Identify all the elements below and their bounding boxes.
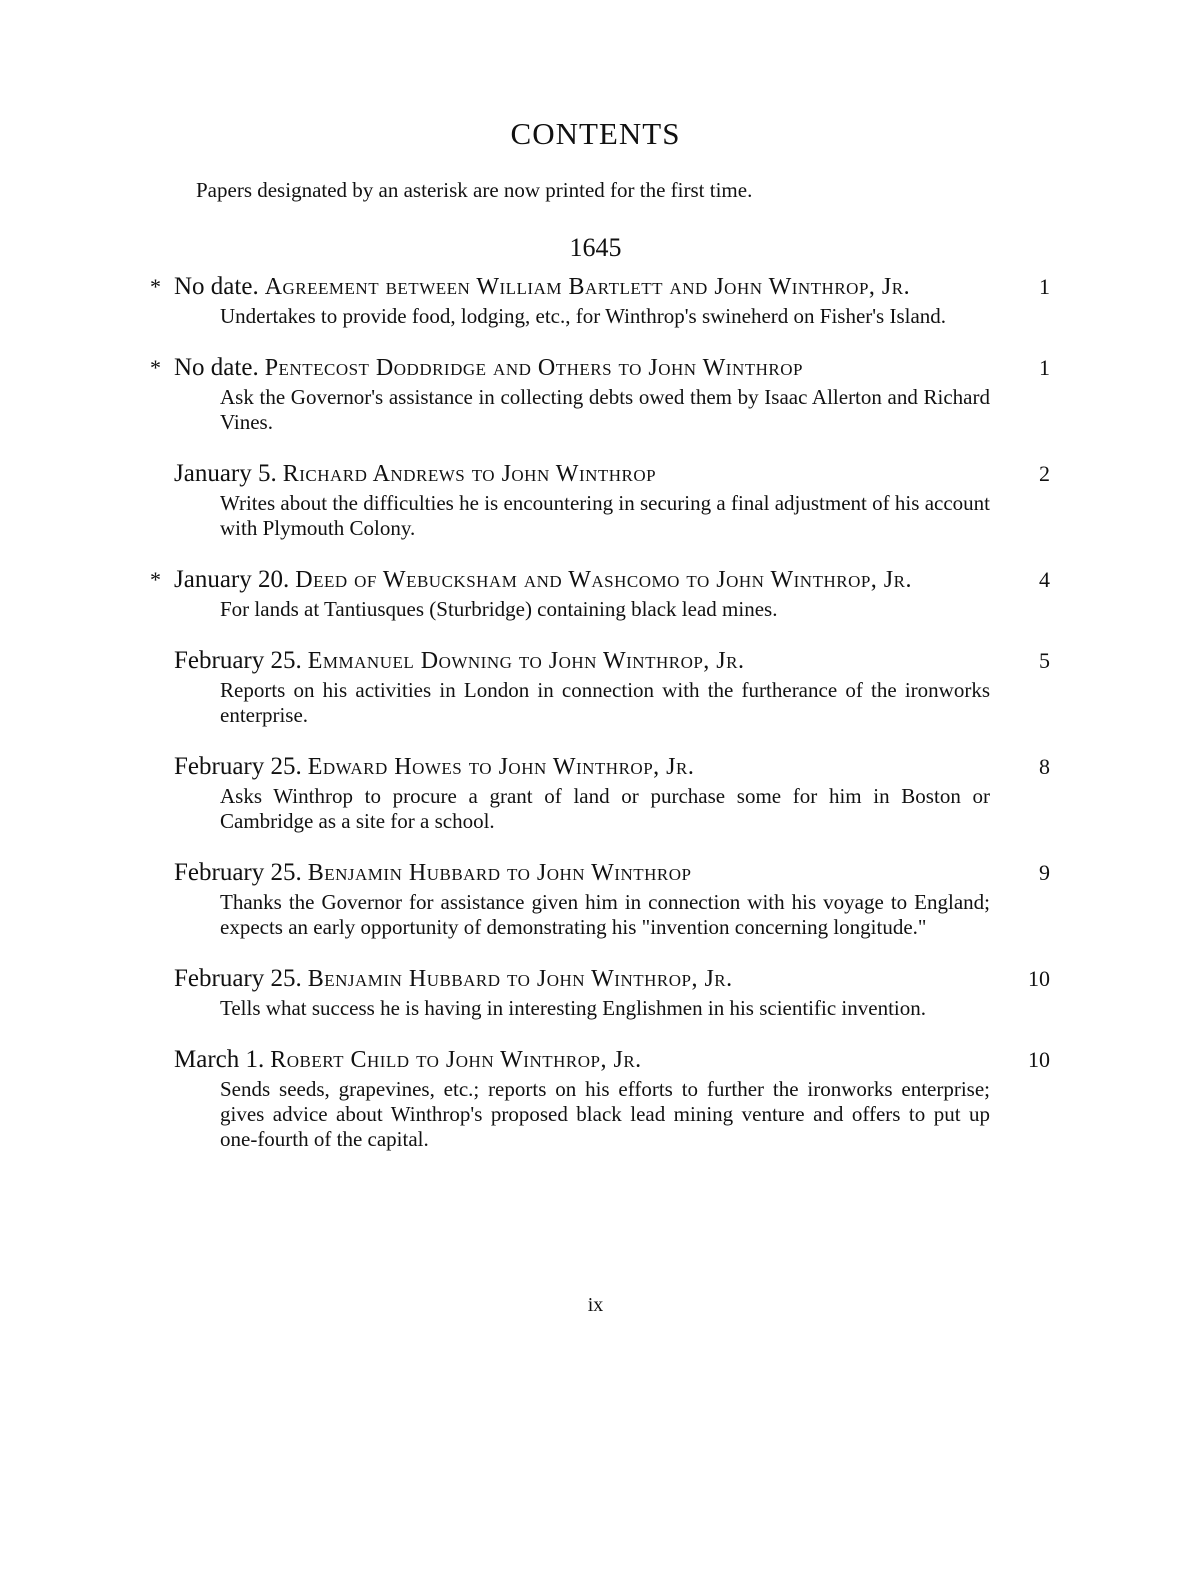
asterisk-marker: * bbox=[150, 567, 161, 592]
contents-entry bbox=[150, 565, 1050, 622]
page-number: 1 bbox=[1039, 355, 1050, 380]
contents-entry bbox=[150, 646, 1050, 728]
entry-heading bbox=[150, 272, 1050, 302]
page-number: 5 bbox=[1039, 648, 1050, 673]
contents-entry bbox=[150, 964, 1050, 1021]
page-number: 1 bbox=[1039, 274, 1050, 299]
entry-heading bbox=[150, 964, 1050, 994]
entry-summary: Thanks the Governor for assistance given him in connection with his voyage to England; expects an early opportunity of demonstrating his "invention concerning longitude." bbox=[220, 890, 990, 939]
entry-heading bbox=[150, 646, 1050, 676]
folio-number: ix bbox=[587, 1294, 604, 1316]
entry-heading bbox=[150, 459, 1050, 489]
entry-summary: Tells what success he is having in interesting Englishmen in his scientific invention. bbox=[220, 996, 926, 1020]
page-title: CONTENTS bbox=[510, 116, 681, 151]
entry-title: Agreement between William Bartlett and John Winthrop, Jr. bbox=[264, 274, 911, 300]
entry-date: No date. bbox=[174, 273, 259, 300]
entry-date: March 1. bbox=[174, 1046, 265, 1073]
contents-entry bbox=[150, 353, 1050, 435]
contents-entry bbox=[150, 272, 1050, 329]
asterisk-marker: * bbox=[150, 355, 161, 380]
entry-heading bbox=[150, 858, 1050, 888]
entry-heading bbox=[150, 353, 1050, 383]
asterisk-note: Papers designated by an asterisk are now printed for the first time. bbox=[196, 178, 753, 202]
entry-title: Robert Child to John Winthrop, Jr. bbox=[270, 1047, 642, 1073]
entry-date: February 25. bbox=[174, 859, 302, 886]
page-number: 2 bbox=[1039, 461, 1050, 486]
entry-heading bbox=[150, 1045, 1050, 1075]
entry-title: Emmanuel Downing to John Winthrop, Jr. bbox=[307, 648, 745, 674]
entry-summary: Sends seeds, grapevines, etc.; reports on his efforts to further the ironworks enterprise; gives advice about Winthrop's proposed black lead mining venture and offers to put up one-fourth of the capital. bbox=[220, 1077, 990, 1151]
entry-title: Deed of Webucksham and Washcomo to John Winthrop, Jr. bbox=[295, 567, 912, 593]
contents-entry bbox=[150, 459, 1050, 541]
year-heading: 1645 bbox=[569, 233, 622, 262]
entry-summary: Ask the Governor's assistance in collecting debts owed them by Isaac Allerton and Richard Vines. bbox=[220, 385, 990, 434]
entry-title: Richard Andrews to John Winthrop bbox=[282, 461, 657, 487]
entry-title: Pentecost Doddridge and Others to John Winthrop bbox=[264, 355, 803, 381]
entry-summary: Writes about the difficulties he is encountering in securing a final adjustment of his account with Plymouth Colony. bbox=[220, 491, 990, 540]
entry-date: January 20. bbox=[174, 566, 290, 593]
entry-date: February 25. bbox=[174, 647, 302, 674]
contents-entry bbox=[150, 752, 1050, 834]
page-number: 10 bbox=[1028, 1047, 1050, 1072]
page-number: 4 bbox=[1039, 567, 1050, 592]
page-number: 8 bbox=[1039, 754, 1050, 779]
page-number: 10 bbox=[1028, 966, 1050, 991]
entry-title: Edward Howes to John Winthrop, Jr. bbox=[307, 754, 695, 780]
contents-entry bbox=[150, 1045, 1050, 1152]
page-number: 9 bbox=[1039, 860, 1050, 885]
entry-summary: Reports on his activities in London in connection with the furtherance of the ironworks enterprise. bbox=[220, 678, 990, 727]
entry-summary: Asks Winthrop to procure a grant of land or purchase some for him in Boston or Cambridge as a site for a school. bbox=[220, 784, 990, 833]
entry-date: February 25. bbox=[174, 965, 302, 992]
entry-date: January 5. bbox=[174, 460, 277, 487]
entry-summary: For lands at Tantiusques (Sturbridge) containing black lead mines. bbox=[220, 597, 778, 621]
entries-list bbox=[150, 272, 1050, 1156]
entry-date: No date. bbox=[174, 354, 259, 381]
entry-title: Benjamin Hubbard to John Winthrop bbox=[307, 860, 692, 886]
contents-entry bbox=[150, 858, 1050, 940]
entry-title: Benjamin Hubbard to John Winthrop, Jr. bbox=[307, 966, 733, 992]
entry-heading bbox=[150, 752, 1050, 782]
entry-heading bbox=[150, 565, 1050, 595]
entry-date: February 25. bbox=[174, 753, 302, 780]
entry-summary: Undertakes to provide food, lodging, etc., for Winthrop's swineherd on Fisher's Island. bbox=[220, 304, 947, 328]
asterisk-marker: * bbox=[150, 274, 161, 299]
